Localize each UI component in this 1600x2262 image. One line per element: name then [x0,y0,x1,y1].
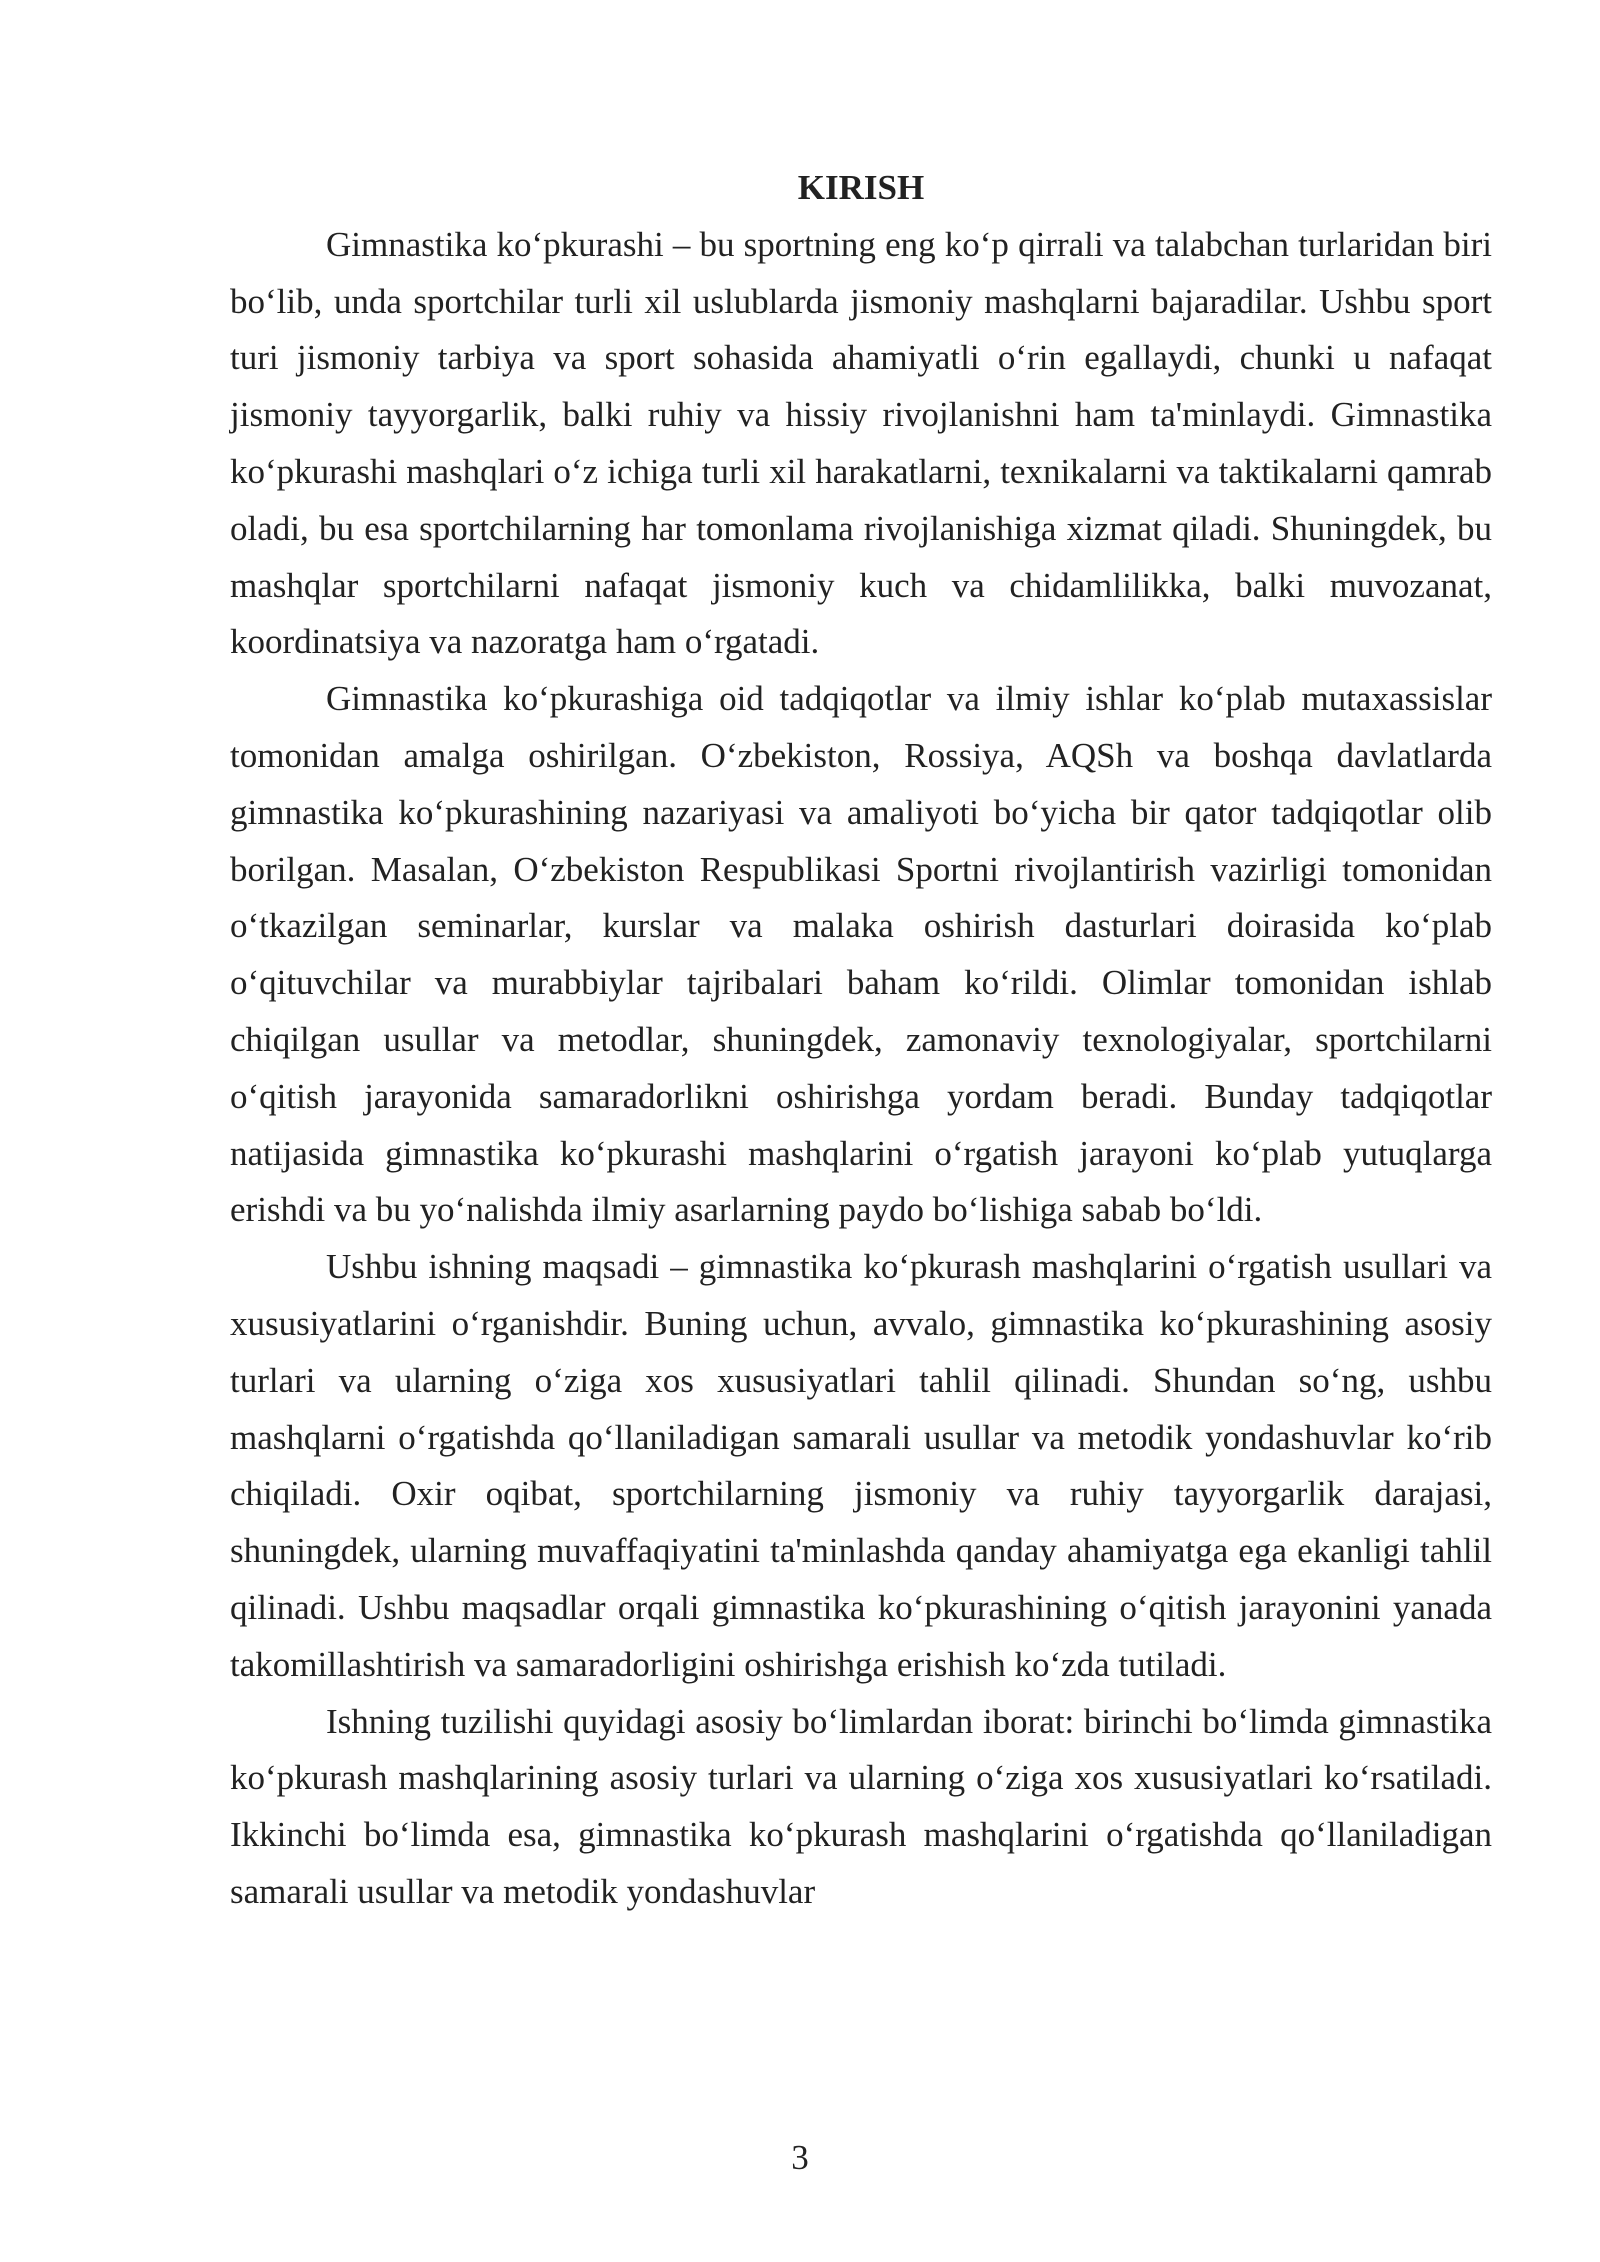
page-number: 3 [791,2138,809,2177]
paragraph-structure: Ishning tuzilishi quyidagi asosiy bo‘limlardan iborat: birinchi bo‘limda gimnastika ko‘pkurash mashqlarining asosiy turlari va ularning o‘ziga xos xususiyatlari ko‘rsatiladi. Ikkinchi bo‘limda esa, gimnastika ko‘pkurash mashqlarini o‘rgatishda qo‘llaniladigan samarali usullar va metodik yondashuvlar [230,1701,1492,1911]
page-content [230,160,1492,1921]
paragraph-goal: Ushbu ishning maqsadi – gimnastika ko‘pkurash mashqlarini o‘rgatish usullari va xususiyatlarini o‘rganishdir. Buning uchun, avvalo, gimnastika ko‘pkurashining asosiy turlari va ularning o‘ziga xos xususiyatlari tahlil qilinadi. Shundan so‘ng, ushbu mashqlarni o‘rgatishda qo‘llaniladigan samarali usullar va metodik yondashuvlar ko‘rib chiqiladi. Oxir oqibat, sportchilarning jismoniy va ruhiy tayyorgarlik darajasi, shuningdek, ularning muvaffaqiyatini ta'minlashda qanday ahamiyatga ega ekanligi tahlil qilinadi. Ushbu maqsadlar orqali gimnastika ko‘pkurashining o‘qitish jarayonini yanada takomillashtirish va samaradorligini oshirishga erishish ko‘zda tutiladi. [230,1247,1492,1684]
paragraph-intro: Gimnastika ko‘pkurashi – bu sportning eng ko‘p qirrali va talabchan turlaridan biri bo‘lib, unda sportchilar turli xil uslublarda jismoniy mashqlarni bajaradilar. Ushbu sport turi jismoniy tarbiya va sport sohasida ahamiyatli o‘rin egallaydi, chunki u nafaqat jismoniy tayyorgarlik, balki ruhiy va hissiy rivojlanishni ham ta'minlaydi. Gimnastika ko‘pkurashi mashqlari o‘z ichiga turli xil harakatlarni, texnikalarni va taktikalarni qamrab oladi, bu esa sportchilarning har tomonlama rivojlanishiga xizmat qiladi. Shuningdek, bu mashqlar sportchilarni nafaqat jismoniy kuch va chidamlilikka, balki muvozanat, koordinatsiya va nazoratga ham o‘rgatadi. [230,224,1492,662]
paragraph-research: Gimnastika ko‘pkurashiga oid tadqiqotlar va ilmiy ishlar ko‘plab mutaxassislar tomonidan amalga oshirilgan. O‘zbekiston, Rossiya, AQSh va boshqa davlatlarda gimnastika ko‘pkurashining nazariyasi va amaliyoti bo‘yicha bir qator tadqiqotlar olib borilgan. Masalan, O‘zbekiston Respublikasi Sportni rivojlantirish vazirligi tomonidan o‘tkazilgan seminarlar, kurslar va malaka oshirish dasturlari doirasida ko‘plab o‘qituvchilar va murabbiylar tajribalari baham ko‘rildi. Olimlar tomonidan ishlab chiqilgan usullar va metodlar, shuningdek, zamonaviy texnologiyalar, sportchilarni o‘qitish jarayonida samaradorlikni oshirishga yordam beradi. Bunday tadqiqotlar natijasida gimnastika ko‘pkurashi mashqlarini o‘rgatish jarayoni ko‘plab yutuqlarga erishdi va bu yo‘nalishda ilmiy asarlarning paydo bo‘lishiga sabab bo‘ldi. [230,679,1492,1230]
section-title: KIRISH [797,168,925,207]
